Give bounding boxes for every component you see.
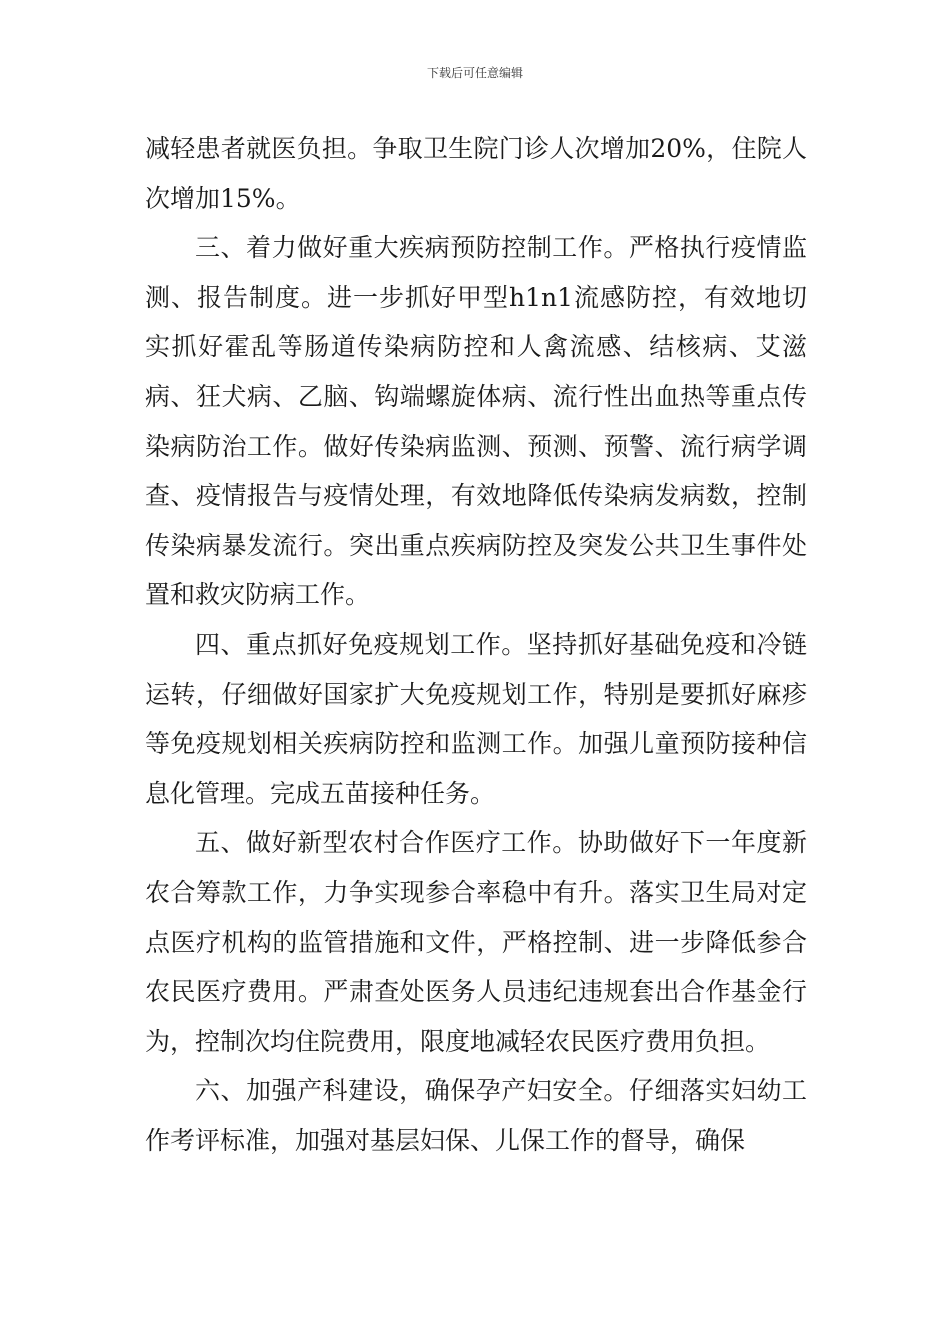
document-body: [145, 124, 807, 1165]
paragraph-section-4: 四、重点抓好免疫规划工作。坚持抓好基础免疫和冷链运转，仔细做好国家扩大免疫规划工作，特别是要抓好麻疹等免疫规划相关疾病防控和监测工作。加强儿童预防接种信息化管理。完成五苗接种任务。: [145, 629, 807, 808]
paragraph-section-5: 五、做好新型农村合作医疗工作。协助做好下一年度新农合筹款工作，力争实现参合率稳中有升。落实卫生局对定点医疗机构的监管措施和文件，严格控制、进一步降低参合农民医疗费用。严肃查处医务人员违纪违规套出合作基金行为，控制次均住院费用，限度地减轻农民医疗费用负担。: [145, 828, 807, 1056]
paragraph-section-3: 三、着力做好重大疾病预防控制工作。严格执行疫情监测、报告制度。进一步抓好甲型h1n1流感防控，有效地切实抓好霍乱等肠道传染病防控和人禽流感、结核病、艾滋病、狂犬病、乙脑、钩端螺旋体病、流行性出血热等重点传染病防治工作。做好传染病监测、预测、预警、流行病学调查、疫情报告与疫情处理，有效地降低传染病发病数，控制传染病暴发流行。突出重点疾病防控及突发公共卫生事件处置和救灾防病工作。: [145, 233, 807, 610]
paragraph-section-6: 六、加强产科建设，确保孕产妇安全。仔细落实妇幼工作考评标准，加强对基层妇保、儿保工作的督导，确保: [145, 1076, 807, 1155]
page-header: 下载后可任意编辑: [426, 66, 523, 80]
paragraph-continuation: 减轻患者就医负担。争取卫生院门诊人次增加20%，住院人次增加15%。: [145, 134, 807, 213]
